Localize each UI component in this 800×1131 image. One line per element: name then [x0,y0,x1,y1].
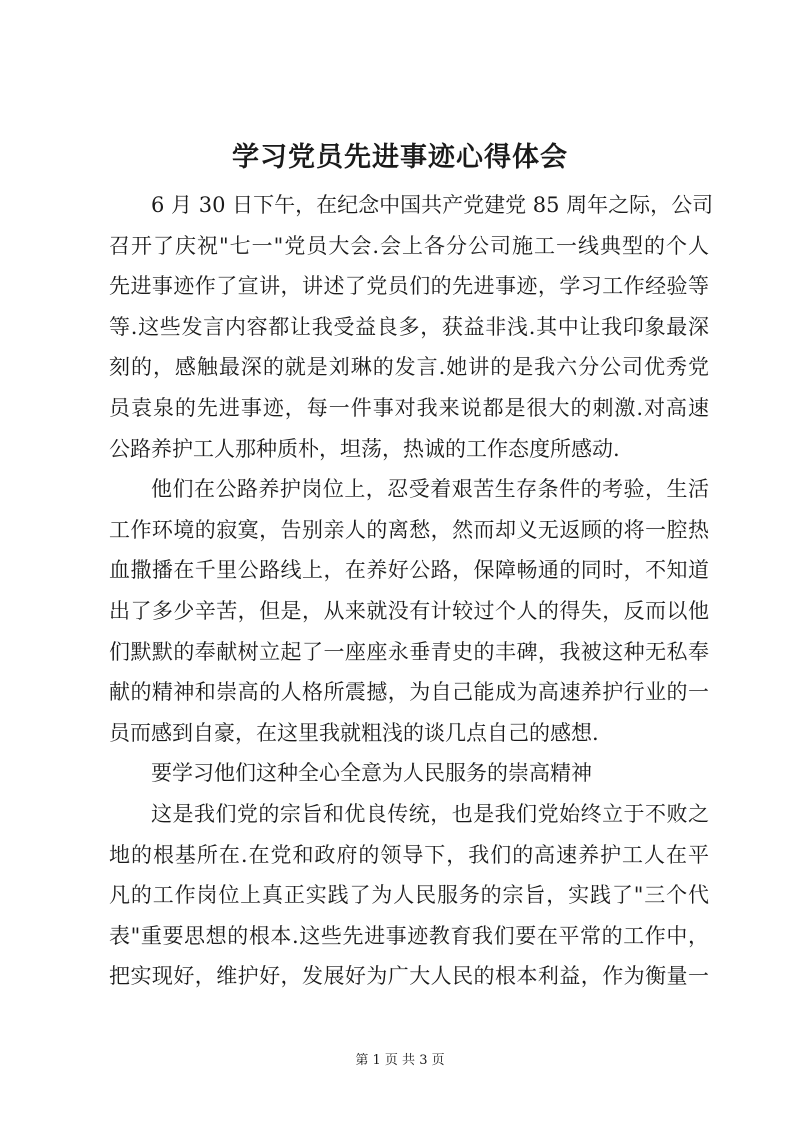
text-line: 等.这些发言内容都让我受益良多，获益非浅.其中让我印象最深 [109,314,709,339]
text-line: 他们在公路养护岗位上，忍受着艰苦生存条件的考验，生活 [151,477,709,502]
page-number-footer: 第 1 页 共 3 页 [355,1053,445,1068]
text-line: 地的根基所在.在党和政府的领导下，我们的高速养护工人在平 [109,842,709,867]
text-line: 召开了庆祝"七一"党员大会.会上各分公司施工一线典型的个人 [109,233,709,258]
section-heading: 要学习他们这种全心全意为人民服务的崇高精神 [151,761,592,786]
text-line: 表"重要思想的根本.这些先进事迹教育我们要在平常的工作中， [109,923,709,948]
text-line: 刻的，感触最深的就是刘琳的发言.她讲的是我六分公司优秀党 [109,355,709,380]
text-line: 先进事迹作了宣讲，讲述了党员们的先进事迹，学习工作经验等 [109,274,709,299]
text-line: 这是我们党的宗旨和优良传统，也是我们党始终立于不败之 [151,801,709,826]
text-line: 把实现好，维护好，发展好为广大人民的根本利益，作为衡量一 [109,964,709,989]
text-line: 员袁泉的先进事迹，每一件事对我来说都是很大的刺激.对高速 [109,395,709,420]
text-line: 献的精神和崇高的人格所震撼，为自己能成为高速养护行业的一 [109,680,709,705]
document-title: 学习党员先进事迹心得体会 [232,142,568,173]
text-line: 们默默的奉献树立起了一座座永垂青史的丰碑，我被这种无私奉 [109,639,709,664]
document-body [109,185,714,997]
text-line: 员而感到自豪，在这里我就粗浅的谈几点自己的感想. [109,720,599,745]
text-line: 公路养护工人那种质朴，坦荡，热诚的工作态度所感动. [109,436,620,461]
text-line: 凡的工作岗位上真正实践了为人民服务的宗旨，实践了"三个代 [109,883,709,908]
text-line: 出了多少辛苦，但是，从来就没有计较过个人的得失，反而以他 [109,598,709,623]
text-line: 血撒播在千里公路线上，在养好公路，保障畅通的同时，不知道 [109,558,709,583]
text-line: 6 月 30 日下午，在纪念中国共产党建党 85 周年之际，公司 [151,193,714,217]
text-line: 工作环境的寂寞，告别亲人的离愁，然而却义无返顾的将一腔热 [109,517,709,542]
